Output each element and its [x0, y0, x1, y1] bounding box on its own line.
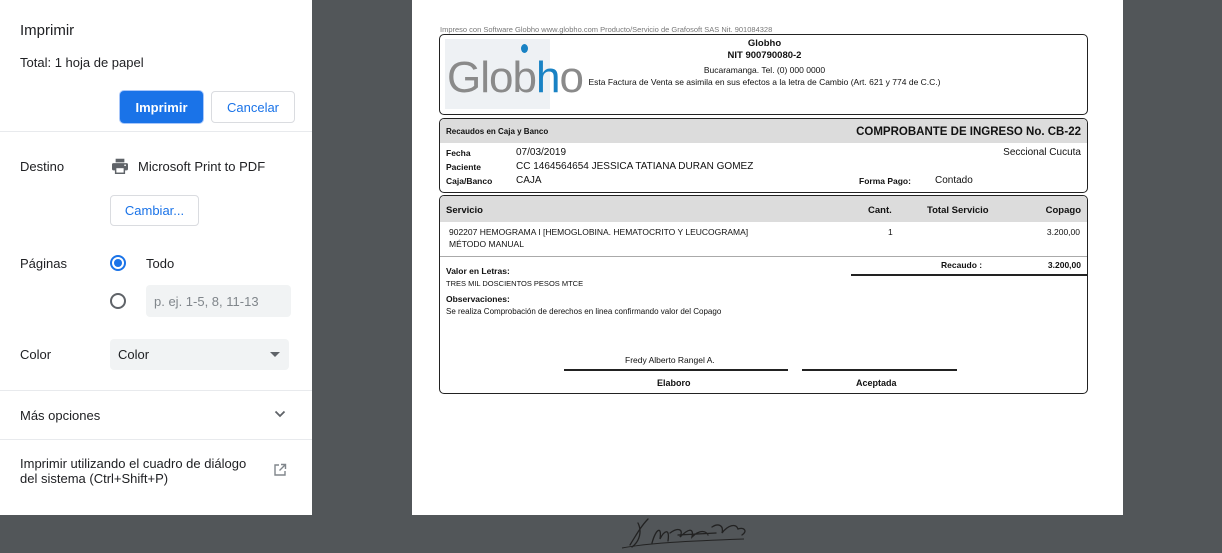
fecha-value: 07/03/2019	[516, 147, 567, 158]
cancel-button[interactable]: Cancelar	[211, 91, 295, 123]
observaciones-label: Observaciones:	[446, 294, 510, 304]
paper-page	[412, 0, 1123, 515]
forma-pago-label: Forma Pago:	[859, 176, 911, 186]
recaudo-value: 3.200,00	[1047, 260, 1081, 270]
elaboro-signature-line	[564, 369, 788, 371]
servicio-line1: 902207 HEMOGRAMA I [HEMOGLOBINA. HEMATOCRITO Y LEUCOGRAMA]	[449, 227, 749, 237]
pages-all-radio[interactable]	[110, 255, 126, 271]
pages-label: Páginas	[20, 256, 67, 271]
print-title: Imprimir	[20, 22, 75, 39]
valor-letras-value: TRES MIL DOSCIENTOS PESOS MTCE	[446, 279, 584, 288]
recaudo-underline	[851, 274, 1087, 276]
destination-value: Microsoft Print to PDF	[138, 159, 266, 174]
services-header-band	[440, 196, 1087, 222]
total-sheets	[20, 55, 144, 70]
system-dialog-link[interactable]: Imprimir utilizando el cuadro de diálogo del sistema (Ctrl+Shift+P)	[20, 456, 247, 486]
forma-pago-value: Contado	[935, 175, 973, 186]
color-select[interactable]	[110, 339, 289, 370]
printer-icon	[111, 158, 129, 174]
aceptada-signature-line	[802, 369, 957, 371]
recaudo-label: Recaudo :	[941, 260, 983, 270]
pages-range-input[interactable]	[146, 285, 291, 317]
divider	[0, 390, 312, 391]
signer-name: Fredy Alberto Rangel A.	[625, 355, 715, 365]
signature-image	[618, 515, 753, 553]
total-label: Total:	[20, 55, 52, 70]
aceptada-label: Aceptada	[856, 378, 897, 388]
more-options-toggle[interactable]: Más opciones	[20, 408, 101, 423]
paciente-label: Paciente	[446, 162, 481, 172]
chevron-down-icon[interactable]	[274, 408, 286, 420]
pages-range-radio[interactable]	[110, 293, 126, 309]
color-select-value: Color	[118, 347, 150, 362]
services-box	[439, 195, 1088, 394]
caja-value: CAJA	[516, 175, 542, 186]
section-label: Recaudos en Caja y Banco	[446, 127, 549, 136]
col-cant: Cant.	[868, 205, 892, 216]
print-preview-area	[312, 0, 1222, 515]
receipt-title: COMPROBANTE DE INGRESO No. CB-22	[856, 126, 1081, 138]
dropdown-arrow-icon	[270, 352, 280, 357]
divider	[0, 131, 312, 132]
company-name: Globho	[747, 38, 782, 49]
destination-label: Destino	[20, 159, 65, 174]
fecha-label: Fecha	[446, 148, 471, 158]
copago-value: 3.200,00	[1046, 227, 1080, 237]
company-address: Bucaramanga. Tel. (0) 000 0000	[703, 65, 826, 75]
software-note: Impreso con Software Globho www.globho.com Producto/Servicio de Grafosoft SAS Nit. 901084328	[440, 25, 773, 34]
col-total: Total Servicio	[927, 205, 989, 216]
divider	[440, 256, 1087, 257]
print-settings-panel	[0, 0, 312, 515]
print-button[interactable]: Imprimir	[120, 91, 203, 123]
observaciones-value: Se realiza Comprobación de derechos en linea confirmando valor del Copago	[446, 307, 722, 316]
cant-value: 1	[888, 227, 893, 237]
caja-label: Caja/Banco	[446, 176, 493, 186]
color-label: Color	[20, 347, 52, 362]
col-copago: Copago	[1045, 205, 1081, 216]
servicio-line2: MÉTODO MANUAL	[449, 239, 524, 249]
globho-logo: Globho	[445, 39, 550, 109]
legal-note: Esta Factura de Venta se asimila en sus efectos a la letra de Cambio (Art. 621 y 774 de C.C.)	[588, 77, 941, 87]
valor-letras-label: Valor en Letras:	[446, 266, 510, 276]
divider	[0, 439, 312, 440]
paciente-value: CC 1464564654 JESSICA TATIANA DURAN GOMEZ	[516, 161, 754, 172]
pages-all-label: Todo	[146, 256, 175, 271]
company-nit: NIT 900790080-2	[727, 50, 802, 61]
change-destination-button[interactable]: Cambiar...	[110, 195, 199, 226]
company-header	[439, 34, 1088, 115]
receipt-info	[439, 118, 1088, 193]
col-servicio: Servicio	[446, 205, 483, 216]
total-value: 1 hoja de papel	[54, 55, 144, 70]
open-external-icon[interactable]	[273, 463, 287, 477]
seccional-value: Seccional Cucuta	[1003, 147, 1081, 158]
elaboro-label: Elaboro	[657, 378, 691, 388]
